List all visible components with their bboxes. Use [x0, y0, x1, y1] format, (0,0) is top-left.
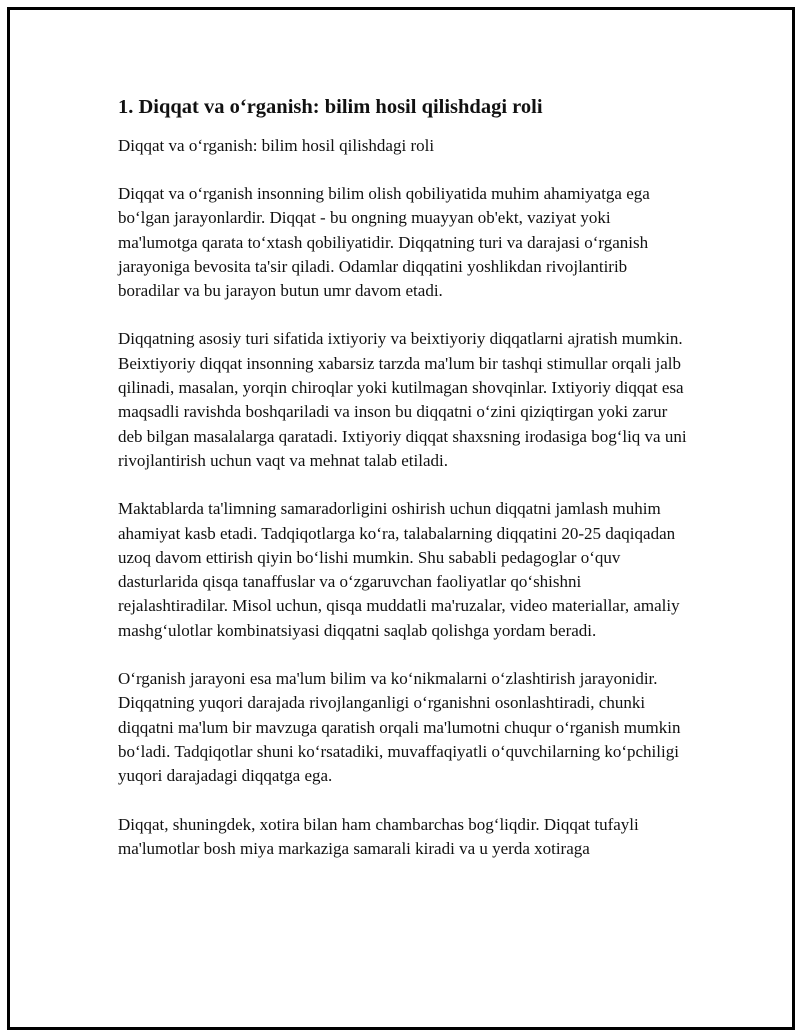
- paragraph-4: O‘rganish jarayoni esa ma'lum bilim va ko‘nikmalarni o‘zlashtirish jarayonidir. Diqqatning yuqori darajada rivojlanganligi o‘rganishni osonlashtiradi, chunki diqqatni ma'lum bir mavzuga qaratish orqali ma'lumotni chuqur o‘rganish mumkin bo‘ladi. Tadqiqotlar shuni ko‘rsatadiki, muvaffaqiyatli o‘quvchilarning ko‘pchiligi yuqori darajadagi diqqatga ega.: [118, 669, 681, 786]
- document-title: 1. Diqqat va o‘rganish: bilim hosil qilishdagi roli: [118, 96, 543, 118]
- paragraph-1: Diqqat va o‘rganish insonning bilim olish qobiliyatida muhim ahamiyatga ega bo‘lgan jarayonlardir. Diqqat - bu ongning muayyan ob'ekt, vaziyat yoki ma'lumotga qarata to‘xtash qobiliyatidir. Diqqatning turi va darajasi o‘rganish jarayoniga bevosita ta'sir qiladi. Odamlar diqqatini yoshlikdan rivojlantirib boradilar va bu jarayon butun umr davom etadi.: [118, 184, 650, 301]
- paragraph-3: Maktablarda ta'limning samaradorligini oshirish uchun diqqatni jamlash muhim ahamiyat kasb etadi. Tadqiqotlarga ko‘ra, talabalarning diqqatini 20-25 daqiqadan uzoq davom ettirish qiyin bo‘lishi mumkin. Shu sababli pedagoglar o‘quv dasturlarida qisqa tanaffuslar va o‘zgaruvchan faoliyatlar qo‘shishni rejalashtiradilar. Misol uchun, qisqa muddatli ma'ruzalar, video materiallar, amaliy mashg‘ulotlar kombinatsiyasi diqqatni saqlab qolishga yordam beradi.: [118, 499, 680, 640]
- document-body: [118, 92, 688, 885]
- document-subtitle: Diqqat va o‘rganish: bilim hosil qilishdagi roli: [118, 136, 435, 155]
- paragraph-5: Diqqat, shuningdek, xotira bilan ham chambarchas bog‘liqdir. Diqqat tufayli ma'lumotlar bosh miya markaziga samarali kiradi va u yerda xotiraga: [118, 814, 639, 858]
- paragraph-2: Diqqatning asosiy turi sifatida ixtiyoriy va beixtiyoriy diqqatlarni ajratish mumkin. Beixtiyoriy diqqat insonning xabarsiz tarzda ma'lum bir tashqi stimullar orqali jalb qilinadi, masalan, yorqin chiroqlar yoki kutilmagan shovqinlar. Ixtiyoriy diqqat esa maqsadli ravishda boshqariladi va inson bu diqqatni o‘zini qiziqtirgan yoki zarur deb bilgan masalalarga qaratadi. Ixtiyoriy diqqat shaxsning irodasiga bog‘liq va uni rivojlantirish uchun vaqt va mehnat talab etiladi.: [118, 329, 687, 470]
